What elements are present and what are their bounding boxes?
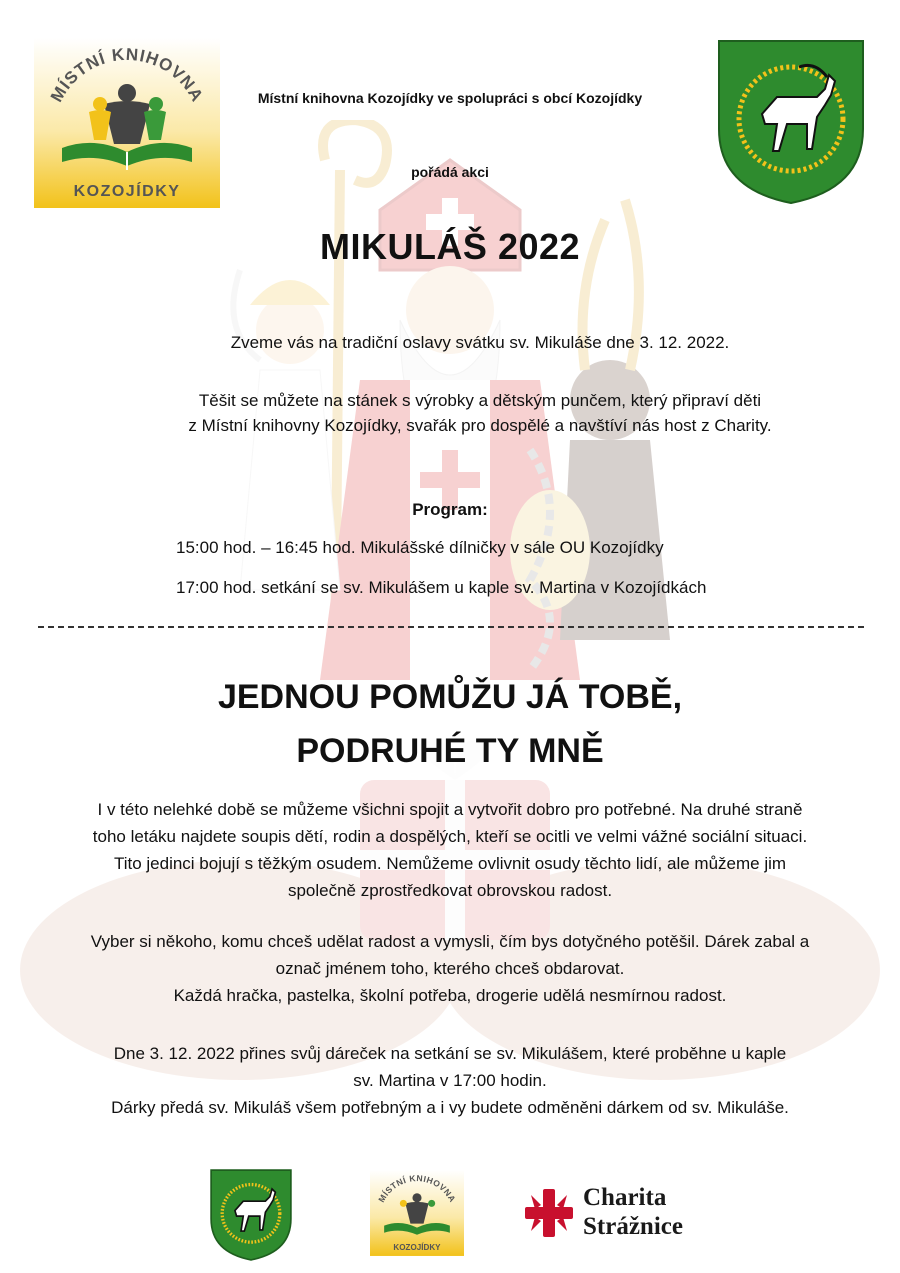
paragraph-line: Každá hračka, pastelka, školní potřeba, drogerie udělá nesmírnou radost. <box>173 986 727 1005</box>
library-logo <box>34 38 220 208</box>
paragraph-line: společně zprostředkovat obrovskou radost. <box>287 881 613 900</box>
paragraph-line: I v této nelehké době se můžeme všichni spojit a vytvořit dobro pro potřebné. Na druhé straně <box>97 800 803 819</box>
footer-coat-of-arms-icon <box>210 1169 292 1261</box>
paragraph-line: toho letáku najdete soupis dětí, rodin a dospělých, kteří se ocitli ve velmi vážné sociální situaci. <box>92 827 808 846</box>
event-invite: Zveme vás na tradiční oslavy svátku sv. Mikuláše dne 3. 12. 2022. <box>230 333 730 352</box>
charity-paragraph-3 <box>30 1040 870 1121</box>
footer-library-name: KOZOJÍDKY <box>393 1242 441 1252</box>
charita-name <box>583 1183 683 1241</box>
organizer-line: Místní knihovna Kozojídky ve spolupráci s obcí Kozojídky <box>257 90 643 106</box>
library-logo-name: KOZOJÍDKY <box>73 183 181 200</box>
program-title: Program: <box>412 500 488 519</box>
event-info-line: z Místní knihovny Kozojídky, svařák pro dospělé a navštíví nás host z Charity. <box>188 416 772 435</box>
library-logo-arc-text: MÍSTNÍ KNIHOVNA <box>46 44 208 106</box>
footer-library-logo-icon <box>370 1165 464 1261</box>
paragraph-line: označ jménem toho, kterého chceš obdarovat. <box>275 959 625 978</box>
charity-title-line: PODRUHÉ TY MNĚ <box>296 732 604 770</box>
event-title: MIKULÁŠ 2022 <box>319 226 581 267</box>
footer-library-arc-text: MÍSTNÍ KNIHOVNA <box>376 1173 458 1204</box>
charity-paragraph-2 <box>30 928 870 1009</box>
program-item: 15:00 hod. – 16:45 hod. Mikulášské dílničky v sále OU Kozojídky <box>176 538 664 557</box>
library-logo-icon <box>34 38 220 208</box>
dashed-divider <box>38 626 864 628</box>
paragraph-line: Vyber si někoho, komu chceš udělat radost a vymysli, čím bys dotyčného potěšil. Dárek zabal a <box>90 932 810 951</box>
paragraph-line: Tito jedinci bojují s těžkým osudem. Nemůžeme ovlivnit osudy těchto lidí, ale můžeme jim <box>113 854 787 873</box>
event-info-line: Těšit se můžete na stánek s výrobky a dětským punčem, který připraví děti <box>198 391 762 410</box>
paragraph-line: sv. Martina v 17:00 hodin. <box>353 1071 547 1090</box>
charita-cross-icon <box>523 1187 575 1239</box>
paragraph-line: Dárky předá sv. Mikuláš všem potřebným a i vy budete odměněni dárkem od sv. Mikuláše. <box>111 1098 789 1117</box>
announces-text: pořádá akci <box>411 164 489 180</box>
coat-of-arms-goat-icon <box>717 39 865 205</box>
charita-name-line1: Charita <box>583 1184 667 1211</box>
event-info <box>100 388 860 438</box>
charita-name-line2: Strážnice <box>583 1213 683 1240</box>
charity-paragraph-1 <box>30 796 870 904</box>
charity-title-line: JEDNOU POMŮŽU JÁ TOBĚ, <box>217 678 683 716</box>
paragraph-line: Dne 3. 12. 2022 přines svůj dáreček na setkání se sv. Mikulášem, které proběhne u kaple <box>113 1044 787 1063</box>
charity-title <box>100 670 800 778</box>
program-item: 17:00 hod. setkání se sv. Mikulášem u kaple sv. Martina v Kozojídkách <box>176 578 707 597</box>
charita-logo <box>523 1183 723 1243</box>
